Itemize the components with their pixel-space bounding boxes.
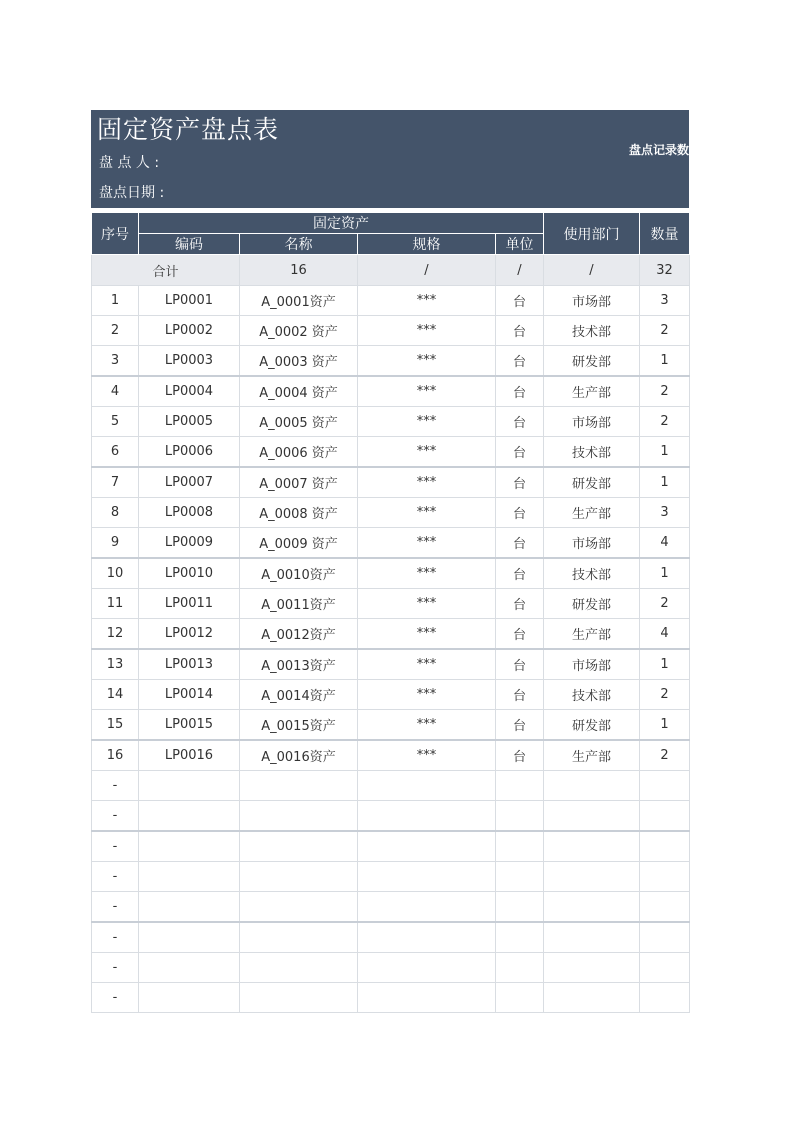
row-index-cell[interactable]: 2: [92, 316, 139, 346]
table-row[interactable]: [92, 680, 690, 710]
total-department: /: [544, 255, 640, 286]
unit-cell[interactable]: 台: [496, 558, 544, 589]
table-row[interactable]: [92, 346, 690, 377]
row-index-cell[interactable]: 7: [92, 467, 139, 498]
unit-cell[interactable]: [496, 953, 544, 983]
table-row[interactable]: [92, 983, 690, 1013]
unit-cell[interactable]: 台: [496, 680, 544, 710]
asset-name-cell[interactable]: A_0004 资产: [240, 376, 358, 407]
asset-code-cell[interactable]: [139, 922, 240, 953]
header-quantity: 数量: [640, 213, 690, 255]
department-cell[interactable]: [544, 831, 640, 862]
department-cell[interactable]: 研发部: [544, 589, 640, 619]
total-row: [92, 255, 690, 286]
quantity-cell[interactable]: 2: [640, 316, 690, 346]
table-row[interactable]: [92, 467, 690, 498]
row-index-cell[interactable]: -: [92, 862, 139, 892]
unit-cell[interactable]: [496, 771, 544, 801]
spec-cell[interactable]: [358, 862, 496, 892]
table-row[interactable]: [92, 528, 690, 559]
table-row[interactable]: [92, 771, 690, 801]
asset-name-cell[interactable]: [240, 983, 358, 1013]
spec-cell[interactable]: ***: [358, 376, 496, 407]
asset-code-cell[interactable]: [139, 771, 240, 801]
department-cell[interactable]: 生产部: [544, 740, 640, 771]
spec-cell[interactable]: [358, 922, 496, 953]
department-cell[interactable]: 研发部: [544, 346, 640, 377]
quantity-cell[interactable]: 1: [640, 710, 690, 741]
header-fixed-asset-group: 固定资产: [139, 213, 544, 234]
department-cell[interactable]: 技术部: [544, 680, 640, 710]
asset-name-cell[interactable]: A_0010资产: [240, 558, 358, 589]
asset-name-cell[interactable]: [240, 801, 358, 832]
quantity-cell[interactable]: 2: [640, 376, 690, 407]
inventory-date-field[interactable]: 盘点日期 :: [99, 185, 165, 201]
row-index-cell[interactable]: 13: [92, 649, 139, 680]
asset-name-cell[interactable]: A_0005 资产: [240, 407, 358, 437]
table-row[interactable]: [92, 407, 690, 437]
spec-cell[interactable]: [358, 831, 496, 862]
total-unit: /: [496, 255, 544, 286]
unit-cell[interactable]: 台: [496, 619, 544, 650]
row-index-cell[interactable]: 11: [92, 589, 139, 619]
spec-cell[interactable]: ***: [358, 498, 496, 528]
quantity-cell[interactable]: [640, 801, 690, 832]
table-row[interactable]: [92, 619, 690, 650]
asset-name-cell[interactable]: [240, 892, 358, 923]
department-cell[interactable]: [544, 801, 640, 832]
table-row[interactable]: [92, 437, 690, 468]
asset-name-cell[interactable]: A_0012资产: [240, 619, 358, 650]
row-index-cell[interactable]: -: [92, 953, 139, 983]
row-index-cell[interactable]: 3: [92, 346, 139, 377]
asset-name-cell[interactable]: A_0014资产: [240, 680, 358, 710]
header-spec: 规格: [358, 234, 496, 255]
unit-cell[interactable]: [496, 892, 544, 923]
department-cell[interactable]: 生产部: [544, 498, 640, 528]
quantity-cell[interactable]: 4: [640, 619, 690, 650]
unit-cell[interactable]: 台: [496, 740, 544, 771]
header-code: 编码: [139, 234, 240, 255]
department-cell[interactable]: [544, 892, 640, 923]
asset-code-cell[interactable]: LP0015: [139, 710, 240, 741]
quantity-cell[interactable]: [640, 771, 690, 801]
asset-table: [91, 212, 690, 1013]
unit-cell[interactable]: 台: [496, 346, 544, 377]
row-index-cell[interactable]: 15: [92, 710, 139, 741]
asset-code-cell[interactable]: LP0001: [139, 286, 240, 316]
header-unit: 单位: [496, 234, 544, 255]
table-row[interactable]: [92, 498, 690, 528]
asset-code-cell[interactable]: LP0006: [139, 437, 240, 468]
asset-code-cell[interactable]: LP0008: [139, 498, 240, 528]
department-cell[interactable]: 生产部: [544, 619, 640, 650]
page-title: 固定资产盘点表: [97, 115, 280, 144]
unit-cell[interactable]: 台: [496, 437, 544, 468]
department-cell[interactable]: [544, 983, 640, 1013]
unit-cell[interactable]: 台: [496, 376, 544, 407]
department-cell[interactable]: 技术部: [544, 316, 640, 346]
spec-cell[interactable]: ***: [358, 558, 496, 589]
unit-cell[interactable]: [496, 831, 544, 862]
row-index-cell[interactable]: 10: [92, 558, 139, 589]
quantity-cell[interactable]: 3: [640, 498, 690, 528]
asset-code-cell[interactable]: LP0003: [139, 346, 240, 377]
total-quantity: 32: [640, 255, 690, 286]
row-index-cell[interactable]: 16: [92, 740, 139, 771]
asset-name-cell[interactable]: [240, 831, 358, 862]
department-cell[interactable]: [544, 953, 640, 983]
department-cell[interactable]: 技术部: [544, 558, 640, 589]
department-cell[interactable]: 市场部: [544, 528, 640, 559]
quantity-cell[interactable]: [640, 983, 690, 1013]
spec-cell[interactable]: [358, 892, 496, 923]
total-label: 合计: [92, 255, 240, 286]
table-row[interactable]: [92, 376, 690, 407]
asset-code-cell[interactable]: LP0005: [139, 407, 240, 437]
department-cell[interactable]: 技术部: [544, 437, 640, 468]
table-row[interactable]: [92, 710, 690, 741]
department-cell[interactable]: 市场部: [544, 407, 640, 437]
table-header: [92, 213, 690, 255]
quantity-cell[interactable]: 1: [640, 346, 690, 377]
table-row[interactable]: [92, 740, 690, 771]
inspector-field[interactable]: 盘 点 人 :: [99, 155, 160, 171]
table-row[interactable]: [92, 922, 690, 953]
quantity-cell[interactable]: [640, 922, 690, 953]
quantity-cell[interactable]: 4: [640, 528, 690, 559]
asset-code-cell[interactable]: [139, 862, 240, 892]
unit-cell[interactable]: 台: [496, 528, 544, 559]
row-index-cell[interactable]: 9: [92, 528, 139, 559]
asset-code-cell[interactable]: LP0010: [139, 558, 240, 589]
spec-cell[interactable]: ***: [358, 710, 496, 741]
asset-code-cell[interactable]: LP0004: [139, 376, 240, 407]
table-row[interactable]: [92, 316, 690, 346]
asset-code-cell[interactable]: [139, 892, 240, 923]
unit-cell[interactable]: 台: [496, 498, 544, 528]
asset-name-cell[interactable]: A_0009 资产: [240, 528, 358, 559]
table-row[interactable]: [92, 831, 690, 862]
spec-cell[interactable]: ***: [358, 346, 496, 377]
spec-cell[interactable]: ***: [358, 589, 496, 619]
asset-code-cell[interactable]: LP0013: [139, 649, 240, 680]
unit-cell[interactable]: 台: [496, 316, 544, 346]
quantity-cell[interactable]: [640, 862, 690, 892]
asset-name-cell[interactable]: A_0015资产: [240, 710, 358, 741]
spec-cell[interactable]: [358, 983, 496, 1013]
asset-code-cell[interactable]: [139, 831, 240, 862]
row-index-cell[interactable]: 14: [92, 680, 139, 710]
unit-cell[interactable]: [496, 801, 544, 832]
table-row[interactable]: [92, 649, 690, 680]
department-cell[interactable]: 研发部: [544, 467, 640, 498]
spec-cell[interactable]: ***: [358, 528, 496, 559]
unit-cell[interactable]: 台: [496, 649, 544, 680]
quantity-cell[interactable]: [640, 831, 690, 862]
asset-name-cell[interactable]: A_0011资产: [240, 589, 358, 619]
row-index-cell[interactable]: -: [92, 801, 139, 832]
row-index-cell[interactable]: -: [92, 892, 139, 923]
quantity-cell[interactable]: [640, 953, 690, 983]
quantity-cell[interactable]: 2: [640, 589, 690, 619]
spec-cell[interactable]: [358, 801, 496, 832]
unit-cell[interactable]: 台: [496, 589, 544, 619]
asset-code-cell[interactable]: LP0016: [139, 740, 240, 771]
title-banner: [91, 110, 689, 208]
row-index-cell[interactable]: -: [92, 831, 139, 862]
table-row[interactable]: [92, 953, 690, 983]
header-index: 序号: [92, 213, 139, 255]
table-body: [92, 255, 690, 1013]
table-row[interactable]: [92, 589, 690, 619]
spec-cell[interactable]: ***: [358, 619, 496, 650]
asset-code-cell[interactable]: LP0009: [139, 528, 240, 559]
row-index-cell[interactable]: 5: [92, 407, 139, 437]
row-index-cell[interactable]: -: [92, 922, 139, 953]
spec-cell[interactable]: ***: [358, 740, 496, 771]
department-cell[interactable]: 研发部: [544, 710, 640, 741]
asset-name-cell[interactable]: A_0003 资产: [240, 346, 358, 377]
quantity-cell[interactable]: 1: [640, 649, 690, 680]
quantity-cell[interactable]: 2: [640, 407, 690, 437]
spec-cell[interactable]: ***: [358, 680, 496, 710]
quantity-cell[interactable]: 2: [640, 680, 690, 710]
asset-code-cell[interactable]: LP0011: [139, 589, 240, 619]
row-index-cell[interactable]: 12: [92, 619, 139, 650]
department-cell[interactable]: [544, 862, 640, 892]
asset-name-cell[interactable]: [240, 953, 358, 983]
quantity-cell[interactable]: 1: [640, 437, 690, 468]
unit-cell[interactable]: 台: [496, 467, 544, 498]
department-cell[interactable]: [544, 771, 640, 801]
header-name: 名称: [240, 234, 358, 255]
inventory-sheet: [91, 110, 689, 1005]
spec-cell[interactable]: ***: [358, 649, 496, 680]
spec-cell[interactable]: ***: [358, 437, 496, 468]
asset-name-cell[interactable]: [240, 862, 358, 892]
row-index-cell[interactable]: 4: [92, 376, 139, 407]
total-count: 16: [240, 255, 358, 286]
spec-cell[interactable]: [358, 953, 496, 983]
total-spec: /: [358, 255, 496, 286]
unit-cell[interactable]: 台: [496, 710, 544, 741]
header-department: 使用部门: [544, 213, 640, 255]
record-count-label: 盘点记录数: [628, 143, 689, 157]
asset-name-cell[interactable]: A_0008 资产: [240, 498, 358, 528]
asset-code-cell[interactable]: LP0012: [139, 619, 240, 650]
table-row[interactable]: [92, 801, 690, 832]
asset-code-cell[interactable]: [139, 801, 240, 832]
asset-name-cell[interactable]: A_0007 资产: [240, 467, 358, 498]
spec-cell[interactable]: ***: [358, 467, 496, 498]
spec-cell[interactable]: [358, 771, 496, 801]
row-index-cell[interactable]: -: [92, 771, 139, 801]
spec-cell[interactable]: ***: [358, 286, 496, 316]
asset-code-cell[interactable]: LP0007: [139, 467, 240, 498]
asset-code-cell[interactable]: LP0002: [139, 316, 240, 346]
asset-name-cell[interactable]: A_0002 资产: [240, 316, 358, 346]
row-index-cell[interactable]: 1: [92, 286, 139, 316]
asset-name-cell[interactable]: A_0001资产: [240, 286, 358, 316]
unit-cell[interactable]: [496, 922, 544, 953]
department-cell[interactable]: 市场部: [544, 286, 640, 316]
unit-cell[interactable]: 台: [496, 407, 544, 437]
table-row[interactable]: [92, 892, 690, 923]
row-index-cell[interactable]: 8: [92, 498, 139, 528]
row-index-cell[interactable]: -: [92, 983, 139, 1013]
quantity-cell[interactable]: 2: [640, 740, 690, 771]
asset-name-cell[interactable]: [240, 771, 358, 801]
department-cell[interactable]: [544, 922, 640, 953]
table-row[interactable]: [92, 862, 690, 892]
table-row[interactable]: [92, 286, 690, 316]
spec-cell[interactable]: ***: [358, 316, 496, 346]
asset-name-cell[interactable]: A_0013资产: [240, 649, 358, 680]
quantity-cell[interactable]: 1: [640, 558, 690, 589]
unit-cell[interactable]: [496, 983, 544, 1013]
department-cell[interactable]: 市场部: [544, 649, 640, 680]
unit-cell[interactable]: 台: [496, 286, 544, 316]
asset-code-cell[interactable]: [139, 953, 240, 983]
quantity-cell[interactable]: 3: [640, 286, 690, 316]
quantity-cell[interactable]: [640, 892, 690, 923]
asset-name-cell[interactable]: A_0006 资产: [240, 437, 358, 468]
asset-code-cell[interactable]: [139, 983, 240, 1013]
spec-cell[interactable]: ***: [358, 407, 496, 437]
department-cell[interactable]: 生产部: [544, 376, 640, 407]
asset-name-cell[interactable]: A_0016资产: [240, 740, 358, 771]
asset-name-cell[interactable]: [240, 922, 358, 953]
row-index-cell[interactable]: 6: [92, 437, 139, 468]
table-row[interactable]: [92, 558, 690, 589]
quantity-cell[interactable]: 1: [640, 467, 690, 498]
unit-cell[interactable]: [496, 862, 544, 892]
asset-code-cell[interactable]: LP0014: [139, 680, 240, 710]
